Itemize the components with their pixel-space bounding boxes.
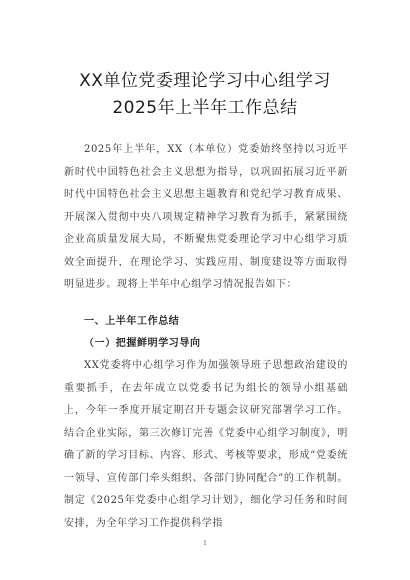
intro-paragraph: 2025年上半年，XX（本单位）党委始终坚持以习近平新时代中国特色社会主义思想为指导，以巩固拓展习近平新时代中国特色社会主义思想主题教育和党纪学习教育成果、开展深入贯彻中央八项规定精神学习教育为抓手，紧紧围绕企业高质量发展大局，不断聚焦党委理论学习中心组学习质效全面提升，在理论学习、实践应用、制度建设等方面取得明显进步。现将上半年中心组学习情况报告如下：	[64, 144, 348, 290]
document-title-line1: XX单位党委理论学习中心组学习	[79, 71, 331, 91]
page-number: 1	[203, 540, 207, 547]
section-heading: 一、上半年工作总结	[84, 316, 180, 327]
document-title-line2: 2025年上半年工作总结	[112, 98, 298, 118]
subsection-heading: （一）把握鲜明学习导向	[84, 338, 201, 349]
body-paragraph: XX党委将中心组学习作为加强领导班子思想政治建设的重要抓手，在去年成立以党委书记为组长的领导小组基础上，今年一季度开展定期召开专题会议研究部署学习工作。结合企业实际，第三次修订完善《党委中心组学习制度》，明确了新的学习目标、内容、形式、考核等要求，形成“党委统一领导、宣传部门牵头组织、各部门协同配合”的工作机制。制定《2025年党委中心组学习计划》，细化学习任务和时间安排，为全年学习工作提供科学指	[64, 360, 348, 529]
